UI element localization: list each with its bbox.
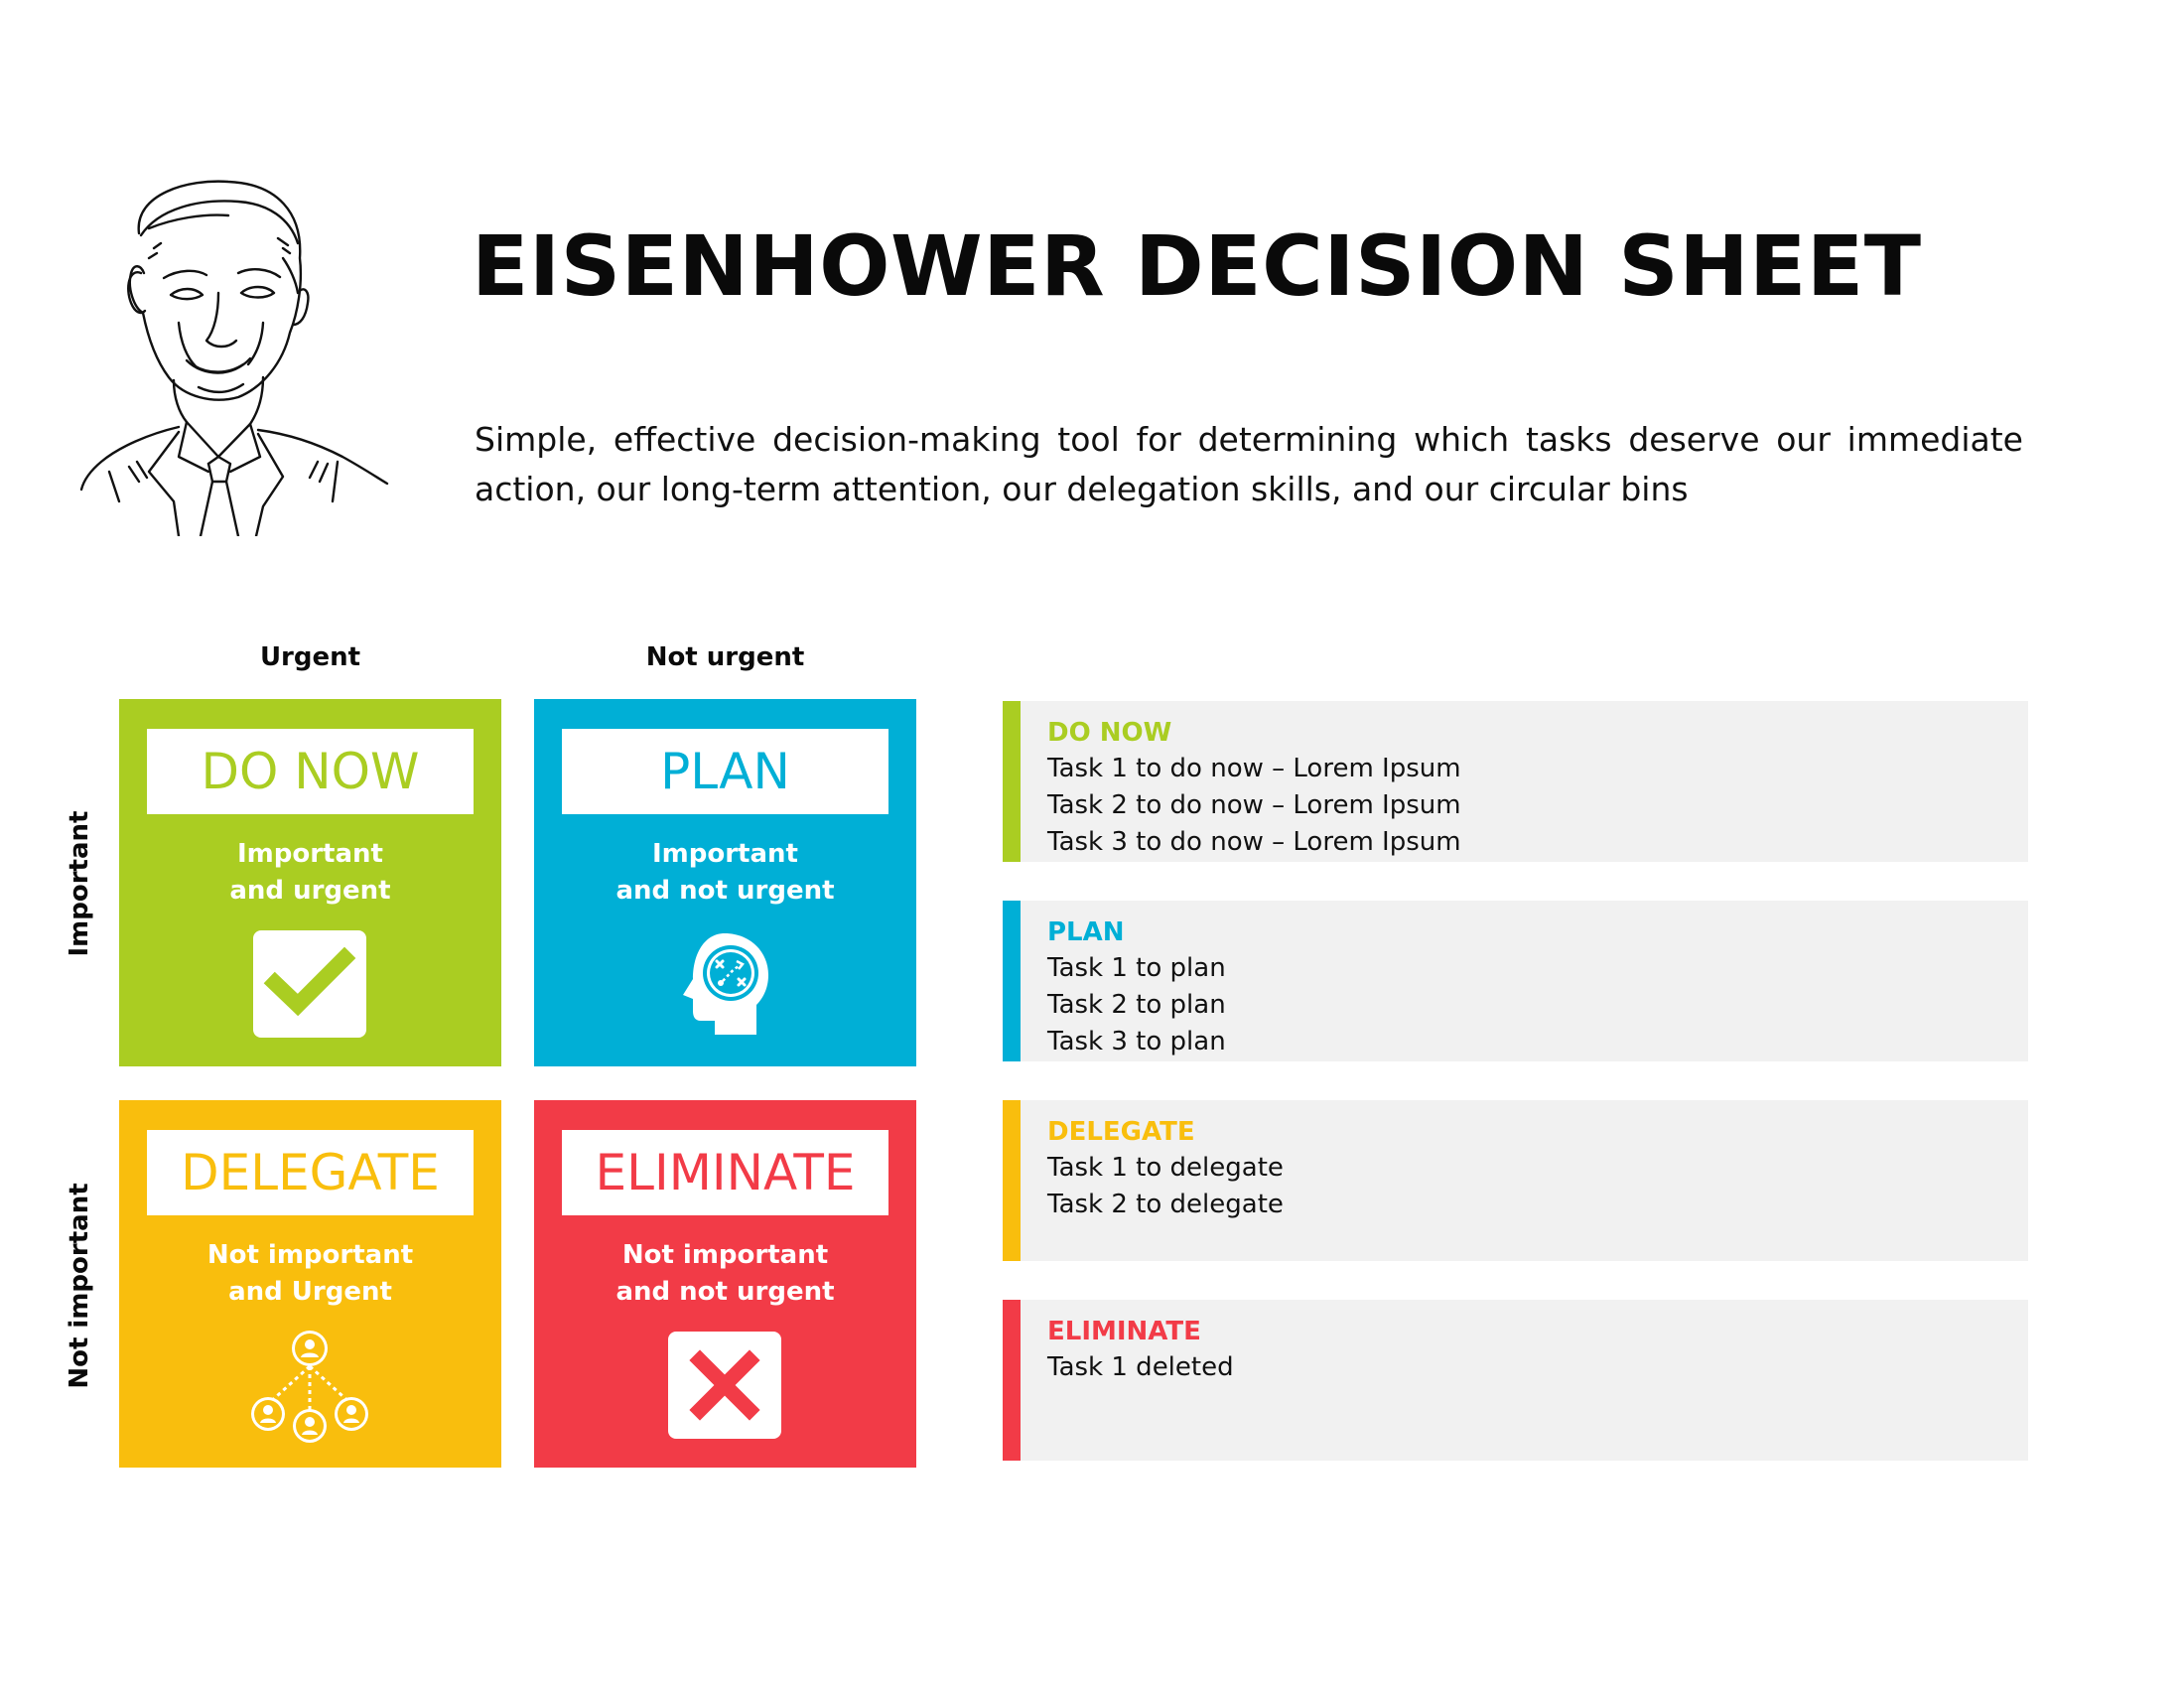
task-list <box>1047 950 1226 1060</box>
quadrant-description <box>119 1237 501 1311</box>
task-panel-eliminate <box>1003 1300 2028 1461</box>
task-item: Task 1 to do now – Lorem Ipsum <box>1047 754 1461 783</box>
row-label-important: Important <box>65 810 94 957</box>
quadrant-description-line: Not important <box>621 1240 829 1270</box>
task-list <box>1047 1150 1284 1223</box>
panel-accent-bar <box>1003 1300 1021 1461</box>
page-title: EISENHOWER DECISION SHEET <box>472 217 1922 315</box>
checkmark-icon <box>250 925 369 1045</box>
panel-accent-bar <box>1003 701 1021 862</box>
task-list <box>1047 751 1461 861</box>
task-item: Task 3 to do now – Lorem Ipsum <box>1047 827 1461 857</box>
quadrant-description-line: and not urgent <box>615 1277 835 1307</box>
panel-accent-bar <box>1003 1100 1021 1261</box>
quadrant-description-line: and Urgent <box>228 1277 392 1307</box>
quadrant-eliminate <box>534 1100 916 1468</box>
quadrant-description-line: Important <box>237 839 383 869</box>
panel-accent-bar <box>1003 901 1021 1061</box>
quadrant-description-line: and not urgent <box>615 876 835 906</box>
panel-title: DO NOW <box>1047 718 1172 748</box>
column-label-urgent: Urgent <box>259 642 361 672</box>
quadrant-description <box>119 836 501 910</box>
quadrant-do-now <box>119 699 501 1066</box>
task-item: Task 3 to plan <box>1047 1027 1226 1056</box>
quadrant-description <box>534 836 916 910</box>
row-label-not-important: Not important <box>65 1183 94 1389</box>
task-panel-do-now <box>1003 701 2028 862</box>
quadrant-label: ELIMINATE <box>562 1130 888 1215</box>
panel-title: DELEGATE <box>1047 1117 1195 1147</box>
task-list <box>1047 1349 1234 1386</box>
eisenhower-portrait <box>79 174 427 536</box>
task-item: Task 1 to delegate <box>1047 1153 1284 1183</box>
x-mark-icon <box>665 1327 784 1446</box>
panel-title: ELIMINATE <box>1047 1317 1201 1346</box>
quadrant-description-line: Not important <box>206 1240 414 1270</box>
panel-title: PLAN <box>1047 917 1125 947</box>
quadrant-plan <box>534 699 916 1066</box>
task-panel-delegate <box>1003 1100 2028 1261</box>
task-item: Task 1 deleted <box>1047 1352 1234 1382</box>
page-subtitle: Simple, effective decision-making tool for determining which tasks deserve our immediate action, our long-term attention, our delegation skills, and our circular bins <box>475 420 2023 508</box>
quadrant-description-line: and urgent <box>229 876 391 906</box>
task-item: Task 2 to delegate <box>1047 1190 1284 1219</box>
quadrant-label: DO NOW <box>147 729 474 814</box>
task-item: Task 1 to plan <box>1047 953 1226 983</box>
quadrant-description <box>534 1237 916 1311</box>
quadrant-label: DELEGATE <box>147 1130 474 1215</box>
strategy-head-icon <box>665 925 784 1045</box>
delegation-network-icon <box>250 1327 369 1446</box>
task-item: Task 2 to plan <box>1047 990 1226 1020</box>
column-label-not-urgent: Not urgent <box>645 642 805 672</box>
quadrant-label: PLAN <box>562 729 888 814</box>
quadrant-delegate <box>119 1100 501 1468</box>
quadrant-description-line: Important <box>652 839 798 869</box>
task-item: Task 2 to do now – Lorem Ipsum <box>1047 790 1461 820</box>
task-panel-plan <box>1003 901 2028 1061</box>
